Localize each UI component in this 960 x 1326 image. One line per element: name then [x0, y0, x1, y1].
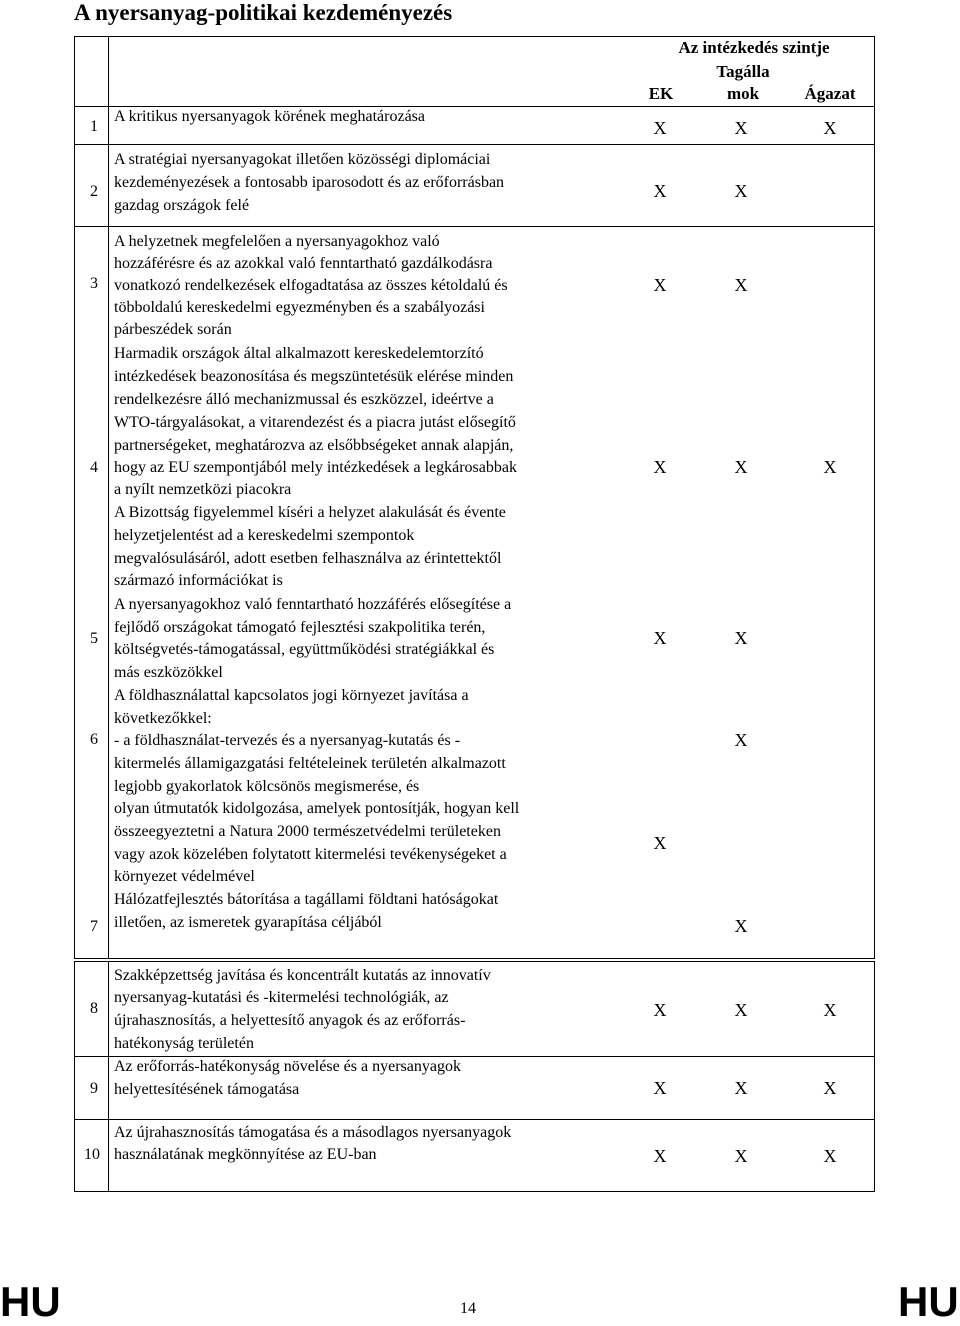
row-text: a nyílt nemzetközi piacokra — [114, 481, 292, 498]
row-text: - a földhasználat-tervezés és a nyersanyag-kutatás és - — [114, 732, 461, 749]
mark-tagallamok: X — [734, 916, 748, 936]
row-text: más eszközökkel — [114, 664, 223, 681]
row-text: összeegyeztetni a Natura 2000 természetvédelmi területeken — [114, 823, 501, 840]
row-text: gazdag országok felé — [114, 197, 250, 214]
row-text: rendelkezésre álló mechanizmussal és eszközzel, ideértve a — [114, 391, 494, 408]
row-text: kezdeményezések a fontosabb iparosodott és az erőforrásban — [114, 174, 505, 191]
row-text: Az újrahasznosítás támogatása és a másodlagos nyersanyagok — [114, 1124, 512, 1141]
row-text: A helyzetnek megfelelően a nyersanyagokhoz való — [114, 233, 440, 250]
mark-tagallamok: X — [734, 1000, 748, 1020]
table-border-bottom — [74, 958, 875, 959]
row-text: vonatkozó rendelkezések elfogadtatása az összes kétoldalú és — [114, 277, 508, 294]
mark-ek: X — [653, 628, 667, 648]
row-text: A nyersanyagokhoz való fenntartható hozzáférés elősegítése a — [114, 596, 512, 613]
row-text: helyettesítésének támogatása — [114, 1081, 300, 1098]
row-text: helyzetjelentést ad a kereskedelmi szempontok — [114, 527, 415, 544]
mark-ek: X — [653, 118, 667, 138]
number-column-divider-2 — [108, 961, 109, 1192]
row-number: 1 — [90, 118, 98, 135]
row-number: 4 — [90, 459, 98, 476]
row-text: A földhasználattal kapcsolatos jogi környezet javítása a — [114, 687, 469, 704]
row-divider — [74, 226, 875, 227]
row-text: intézkedések beazonosítása és megszüntetésük elérése minden — [114, 368, 514, 385]
mark-ek: X — [653, 833, 667, 853]
row-text: Harmadik országok által alkalmazott kereskedelemtorzító — [114, 345, 484, 362]
mark-ek: X — [653, 181, 667, 201]
mark-tagallamok: X — [734, 457, 748, 477]
mark-tagallamok: X — [734, 181, 748, 201]
mark-tagallamok: X — [734, 628, 748, 648]
row-text: fejlődő országokat támogató fejlesztési szakpolitika terén, — [114, 619, 486, 636]
page-number: 14 — [460, 1300, 476, 1317]
mark-agazat: X — [823, 1146, 837, 1166]
row-text: hozzáférésre és az azokkal való fenntartható gazdálkodásra — [114, 255, 493, 272]
mark-tagallamok: X — [734, 1078, 748, 1098]
row-number: 9 — [90, 1080, 98, 1097]
row-text: Hálózatfejlesztés bátorítása a tagállami földtani hatóságokat — [114, 891, 499, 908]
table-border-bottom-2 — [74, 1191, 875, 1192]
mark-agazat: X — [823, 457, 837, 477]
row-divider — [74, 144, 875, 145]
mark-ek: X — [653, 1146, 667, 1166]
table-border-right-2 — [874, 961, 875, 1192]
row-text: származó információkat is — [114, 572, 283, 589]
row-text: következőkkel: — [114, 710, 212, 727]
row-number: 10 — [84, 1146, 100, 1163]
mark-tagallamok: X — [734, 275, 748, 295]
row-number: 6 — [90, 731, 98, 748]
row-number: 3 — [90, 275, 98, 292]
page-title: A nyersanyag-politikai kezdeményezés — [74, 0, 453, 25]
row-text: partnerségeket, meghatározva az elsőbbségeket annak alapján, — [114, 437, 514, 454]
row-text: legjobb gyakorlatok kölcsönös megismerése, és — [114, 778, 420, 795]
table-border-left — [74, 36, 75, 958]
row-text: használatának megkönnyítése az EU-ban — [114, 1146, 377, 1163]
mark-tagallamok: X — [734, 1146, 748, 1166]
row-text: nyersanyag-kutatási és -kitermelési technológiák, az — [114, 989, 449, 1006]
row-text: többoldalú kereskedelmi egyezményben és a szabályozási — [114, 299, 485, 316]
row-text: párbeszédek során — [114, 321, 232, 338]
row-number: 5 — [90, 630, 98, 647]
row-text: olyan útmutatók kidolgozása, amelyek pontosítják, hogyan kell — [114, 800, 520, 817]
language-code-left: HU — [0, 1278, 61, 1325]
row-text: WTO-tárgyalásokat, a vitarendezést és a piacra jutást elősegítő — [114, 414, 516, 431]
mark-agazat: X — [823, 1000, 837, 1020]
mark-tagallamok: X — [734, 118, 748, 138]
table-border-left-2 — [74, 961, 75, 1192]
row-text: vagy azok közelében folytatott kitermelési tevékenységeket a — [114, 846, 507, 863]
row-text: illetően, az ismeretek gyarapítása céljából — [114, 914, 382, 931]
row-number: 2 — [90, 183, 98, 200]
mark-ek: X — [653, 457, 667, 477]
table-border-top-2 — [74, 961, 875, 962]
mark-agazat: X — [823, 1078, 837, 1098]
row-text: hogy az EU szempontjából mely intézkedések a legkárosabbak — [114, 459, 517, 476]
row-text: újrahasznosítás, a helyettesítő anyagok és az erőforrás- — [114, 1012, 466, 1029]
header-col-tagallamok-2: mok — [726, 84, 760, 103]
mark-ek: X — [653, 275, 667, 295]
row-text: A kritikus nyersanyagok körének meghatározása — [114, 108, 426, 125]
row-text: megvalósulásáról, adott esetben felhasználva az érintettektől — [114, 550, 502, 567]
mark-ek: X — [653, 1078, 667, 1098]
mark-ek: X — [653, 1000, 667, 1020]
header-col-tagallamok-1: Tagálla — [716, 62, 770, 81]
row-text: hatékonyság területén — [114, 1035, 254, 1052]
table-border-right — [874, 36, 875, 958]
header-col-agazat: Ágazat — [804, 84, 856, 103]
row-text: Szakképzettség javítása és koncentrált kutatás az innovatív — [114, 967, 491, 984]
mark-tagallamok: X — [734, 730, 748, 750]
header-group-label: Az intézkedés szintje — [678, 38, 830, 57]
row-number: 7 — [90, 918, 98, 935]
table-border-top — [74, 36, 875, 37]
header-col-ek: EK — [648, 84, 674, 103]
row-text: A stratégiai nyersanyagokat illetően közösségi diplomáciai — [114, 151, 491, 168]
row-divider — [74, 1119, 875, 1120]
row-number: 8 — [90, 1000, 98, 1017]
row-text: Az erőforrás-hatékonyság növelése és a nyersanyagok — [114, 1058, 461, 1075]
row-text: költségvetés-támogatással, együttműködési stratégiákkal és — [114, 641, 495, 658]
row-text: A Bizottság figyelemmel kíséri a helyzet alakulását és évente — [114, 504, 506, 521]
language-code-right: HU — [898, 1278, 959, 1325]
mark-agazat: X — [823, 118, 837, 138]
number-column-divider — [108, 36, 109, 958]
row-text: kitermelés államigazgatási feltételeinek területén alkalmazott — [114, 755, 506, 772]
row-text: környezet védelmével — [114, 868, 255, 885]
